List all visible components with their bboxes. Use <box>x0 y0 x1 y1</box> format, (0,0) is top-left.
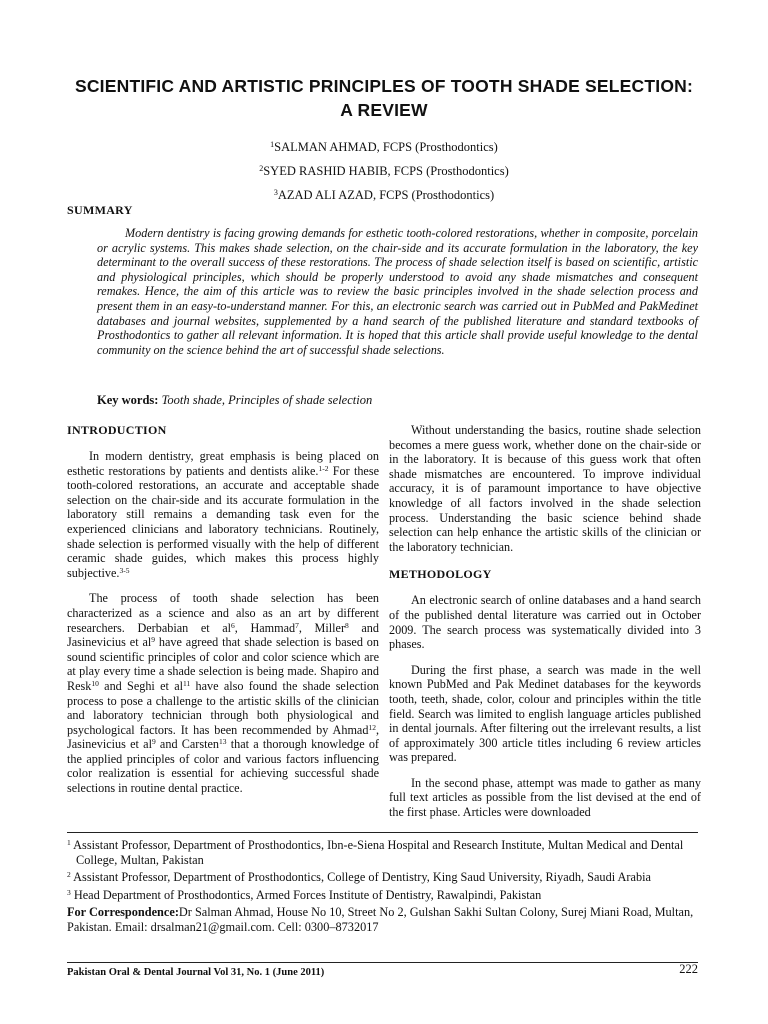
footnote-2-mark: 2 <box>67 870 71 880</box>
intro-p1-text-b: For these tooth-colored restorations, an accurate and acceptable shade selection on the chair-side and its accurate formulation in the laboratory still remains a demanding task even for the experienced clinicians and laboratory technicians. Routinely, shade selection is performed visually with the help of different ceramic shade guides, which makes this process highly subjective. <box>67 463 379 580</box>
intro-p2-text: and Seghi et al <box>98 678 183 693</box>
author-1 <box>100 134 668 158</box>
footnote-3-text: Head Department of Prosthodontics, Armed Forces Institute of Dentistry, Rawalpindi, Pakistan <box>73 887 542 902</box>
summary-heading: SUMMARY <box>67 203 133 217</box>
footnote-1 <box>67 838 698 867</box>
citation-ref: 3-5 <box>119 565 130 575</box>
author-list <box>100 134 668 206</box>
paper-title <box>60 74 708 122</box>
footnote-divider <box>67 832 698 833</box>
citation-ref: 9 <box>151 635 156 645</box>
citation-ref: 1-2 <box>318 463 329 473</box>
intro-p2-text: have also found the shade selection process to pose a challenge to the artistic skills of the clinician and laboratory technician through both physiological and psychological factors. It has been recommended by Ahmad <box>67 678 380 737</box>
intro-p2-text: , Jasinevicius et al <box>67 722 379 752</box>
author-1-mark: 1 <box>270 140 275 149</box>
intro-p2-text: that a thorough knowledge of the applied principles of color and various factors influencing color realization is essential for achieving successful shade selections in routine dental practice. <box>67 737 379 796</box>
right-column <box>389 423 701 831</box>
correspondence <box>67 905 698 934</box>
introduction-heading: INTRODUCTION <box>67 423 167 437</box>
title-line-1: SCIENTIFIC AND ARTISTIC PRINCIPLES OF TOOTH SHADE SELECTION: <box>74 76 694 96</box>
footnotes <box>67 838 698 935</box>
citation-ref: 10 <box>91 678 99 688</box>
keywords-label: Key words: <box>97 393 159 407</box>
citation-ref: 6 <box>231 620 235 630</box>
footnote-2 <box>67 870 698 885</box>
method-paragraph-3: In the second phase, attempt was made to gather as many full text articles as possible from the list devised at the end of the first phase. Articles were downloaded <box>389 775 701 820</box>
keywords <box>97 393 372 408</box>
page-number: 222 <box>679 962 698 976</box>
correspondence-text: Dr Salman Ahmad, House No 10, Street No 2, Gulshan Sakhi Sultan Colony, Surej Miani Road, Multan, Pakistan. Email: drsalman21@gmail.com. Cell: 0300–8732017 <box>67 905 694 934</box>
left-column <box>67 423 379 807</box>
intro-paragraph-2 <box>67 591 379 795</box>
intro-p2-text: have agreed that shade selection is based on sound scientific principles of color and color science which are at play every time a shade selection is being made. Shapiro and Resk <box>67 635 379 693</box>
author-2 <box>100 158 668 182</box>
author-3 <box>100 182 668 206</box>
method-paragraph-2: During the first phase, a search was made in the well known PubMed and Pak Medinet databases for the keywords tooth, teeth, shade, color, colour and principles within the title field. Search was limited to english language articles published in dental journals. After filtering out the irrelevant results, a list of approximately 300 article titles including 6 review articles was prepared. <box>389 662 701 765</box>
author-3-mark: 3 <box>273 188 278 197</box>
title-line-2: A REVIEW <box>340 100 428 120</box>
footnote-3-mark: 3 <box>67 887 71 897</box>
keywords-text: Tooth shade, Principles of shade selection <box>161 393 373 407</box>
intro-p2-text: , Hammad <box>234 620 296 635</box>
author-1-name: SALMAN AHMAD, FCPS (Prosthodontics) <box>274 140 498 154</box>
citation-ref: 13 <box>219 737 227 747</box>
intro-p2-text: , Miller <box>298 620 346 635</box>
intro-p1-text-a: In modern dentistry, great emphasis is being placed on esthetic restorations by patients and dentists alike. <box>67 449 379 478</box>
footnote-1-text: Assistant Professor, Department of Prosthodontics, Ibn-e-Siena Hospital and Research Institute, Multan Medical and Dental College, Multan, Pakistan <box>73 838 684 867</box>
citation-ref: 7 <box>295 620 299 630</box>
bottom-divider <box>67 962 698 963</box>
citation-ref: 11 <box>183 678 191 688</box>
citation-ref: 12 <box>368 722 376 732</box>
intro-p2-text: and Carsten <box>155 737 219 752</box>
author-2-name: SYED RASHID HABIB, FCPS (Prosthodontics) <box>263 164 509 178</box>
intro-p2-text: The process of tooth shade selection has been characterized as a science and also as an art by different researchers. Derbabian et al <box>67 591 379 635</box>
author-3-name: AZAD ALI AZAD, FCPS (Prosthodontics) <box>277 188 495 202</box>
abstract-text: Modern dentistry is facing growing demands for esthetic tooth-colored restorations, whether in composite, porcelain or acrylic systems. This makes shade selection, on the chair-side and its accurate formulation in the laboratory, the key determinant to the overall success of these restorations. The process of shade selection itself is based on scientific, artistic and physiological principles, which should be properly understood to avoid any shade mismatches and consequent remakes. Hence, the aim of this article was to review the basic principles involved in the shade selection process and present them in an easy-to-understand manner. For this, an electronic search was carried out in PubMed and PakMedinet databases and journal websites, supplemented by a hand search of the published literature and standard textbooks of Prosthodontics to gather all relevant information. It is hoped that this article shall provide useful knowledge to the dental community on the science behind the art of successful shade selections. <box>97 226 698 357</box>
journal-citation: Pakistan Oral & Dental Journal Vol 31, No. 1 (June 2011) <box>67 967 325 978</box>
author-2-mark: 2 <box>259 164 264 173</box>
footnote-2-text: Assistant Professor, Department of Prosthodontics, College of Dentistry, King Saud University, Riyadh, Saudi Arabia <box>73 870 652 885</box>
intro-paragraph-1 <box>67 449 379 580</box>
intro-p2-text: and Jasinevicius et al <box>67 620 379 650</box>
footnote-1-mark: 1 <box>67 838 71 847</box>
methodology-heading: METHODOLOGY <box>389 567 492 582</box>
method-paragraph-1: An electronic search of online databases and a hand search of the published dental literature was carried out in October 2009. The search process was systematically divided into 3 phases. <box>389 593 701 652</box>
footnote-3 <box>67 888 698 903</box>
citation-ref: 9 <box>151 737 156 747</box>
citation-ref: 8 <box>345 620 349 630</box>
correspondence-label: For Correspondence: <box>67 905 179 920</box>
right-paragraph-1: Without understanding the basics, routine shade selection becomes a mere guess work, whether done on the chair-side or in the laboratory. It is because of this guess work that often shade mismatches are encountered. To improve individual accuracy, it is of paramount importance to have objective knowledge of all factors involved in the shade selection process. Understanding the basic science behind shade selection can help enhance the artistic skills of the clinician or the laboratory technician. <box>389 423 701 554</box>
